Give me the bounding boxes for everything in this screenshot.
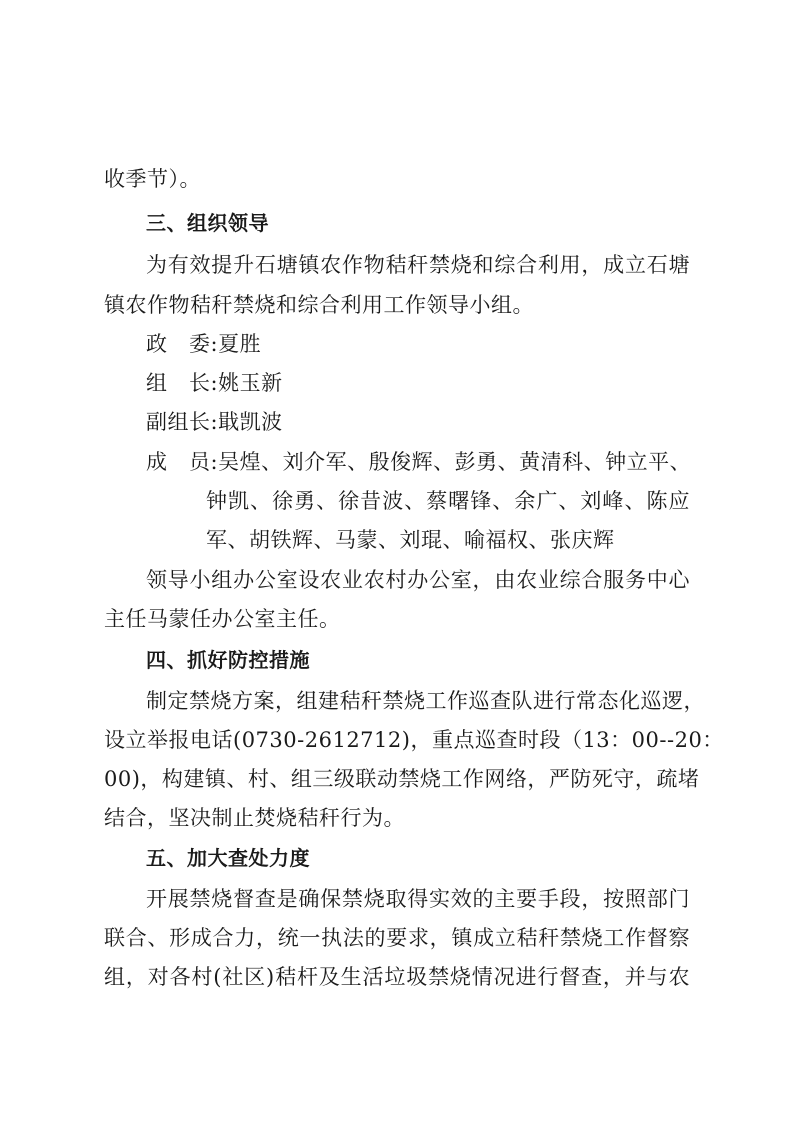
paragraph-line: 制定禁烧方案，组建秸秆禁烧工作巡查队进行常态化巡逻， xyxy=(146,689,705,713)
paragraph-line: 设立举报电话(0730-2612712)，重点巡查时段（13：00--20： xyxy=(104,728,724,752)
paragraph-line: 00)，构建镇、村、组三级联动禁烧工作网络，严防死守，疏堵 xyxy=(104,767,700,791)
section-heading-enforcement: 五、加大查处力度 xyxy=(146,846,310,870)
paragraph-line: 开展禁烧督查是确保禁烧取得实效的主要手段，按照部门 xyxy=(146,887,690,911)
members-row xyxy=(146,449,691,475)
members-list-line: 钟凯、徐勇、徐昔波、蔡曙锋、余广、刘峰、陈应 xyxy=(206,489,690,513)
continuation-text: 收季节）。 xyxy=(104,167,201,191)
section-heading-prevention: 四、抓好防控措施 xyxy=(146,648,310,672)
role-label: 副组长: xyxy=(146,410,219,434)
section-heading-organization: 三、组织领导 xyxy=(146,211,269,235)
paragraph-line: 主任马蒙任办公室主任。 xyxy=(104,607,341,631)
members-list-line: 军、胡铁辉、马蒙、刘琨、喻福权、张庆辉 xyxy=(206,528,615,552)
role-label: 组 长: xyxy=(146,371,219,395)
role-row-leader xyxy=(146,370,283,396)
role-value: 夏胜 xyxy=(218,332,262,356)
paragraph-line: 为有效提升石塘镇农作物秸秆禁烧和综合利用，成立石塘 xyxy=(146,253,690,277)
paragraph-line: 领导小组办公室设农业农村办公室，由农业综合服务中心 xyxy=(146,568,690,592)
paragraph-line: 组，对各村(社区)秸杆及生活垃圾禁烧情况进行督查，并与农 xyxy=(104,965,690,989)
members-list-line: 吴煌、刘介军、殷俊辉、彭勇、黄清科、钟立平、 xyxy=(218,450,692,474)
role-row-deputy-leader xyxy=(146,409,283,435)
members-label: 成 员: xyxy=(146,450,219,474)
role-row-commissar xyxy=(146,331,261,357)
paragraph-line: 镇农作物秸秆禁烧和综合利用工作领导小组。 xyxy=(104,293,534,317)
role-value: 姚玉新 xyxy=(218,371,283,395)
role-value: 戢凯波 xyxy=(218,410,283,434)
paragraph-line: 联合、形成合力，统一执法的要求，镇成立秸秆禁烧工作督察 xyxy=(104,926,690,950)
paragraph-line: 结合，坚决制止焚烧秸秆行为。 xyxy=(104,806,405,830)
role-label: 政 委: xyxy=(146,332,219,356)
